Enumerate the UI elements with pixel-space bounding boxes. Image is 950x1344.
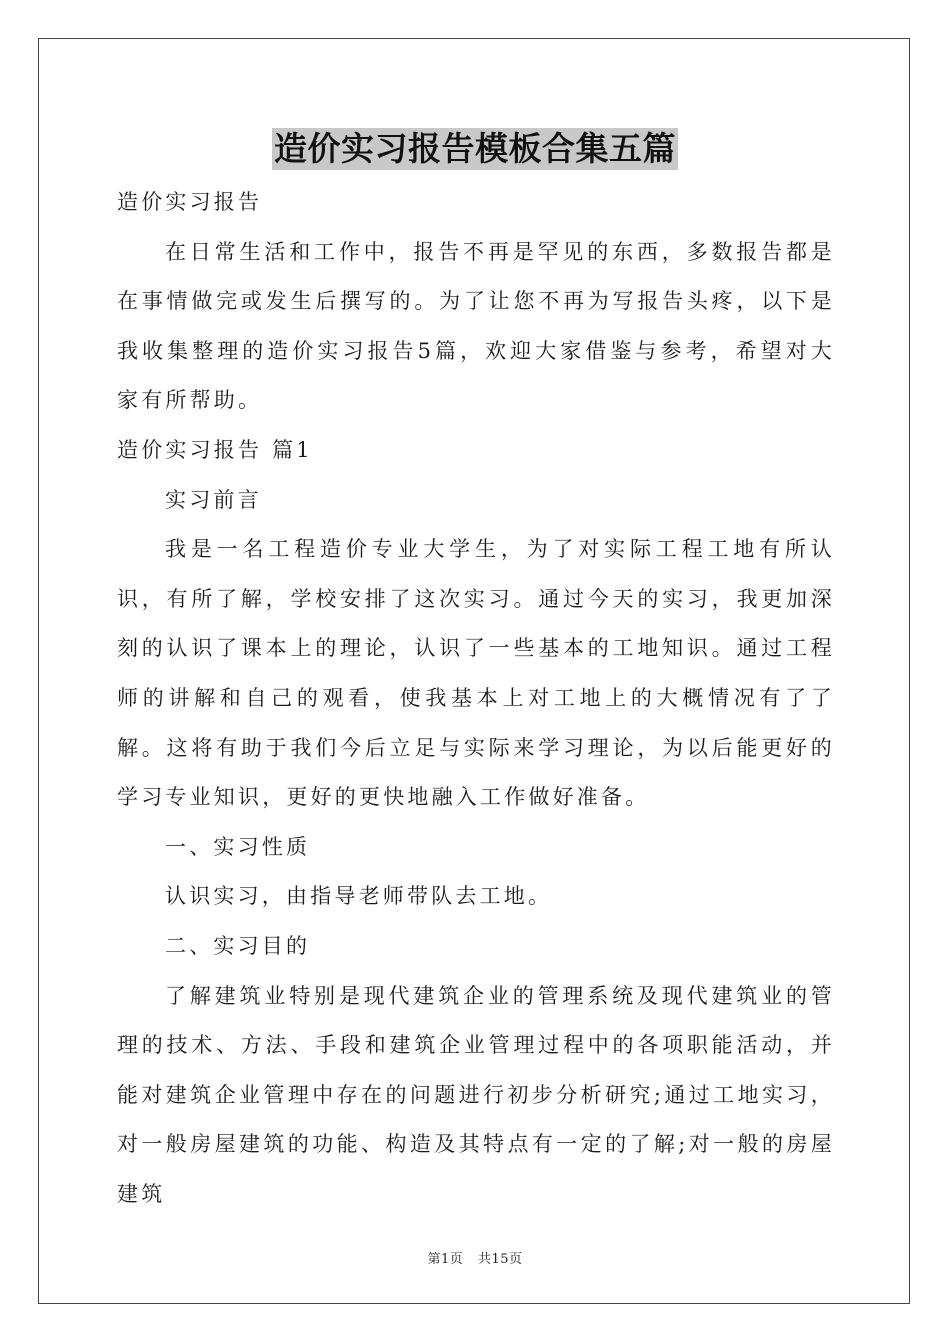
purpose-paragraph: 了解建筑业特别是现代建筑企业的管理系统及现代建筑业的管理的技术、方法、手段和建筑企业管理过程中的各项职能活动，并能对建筑企业管理中存在的问题进行初步分析研究;通过工地实习，对一般房屋建筑的功能、构造及其特点有一定的了解;对一般的房屋建筑: [117, 983, 835, 1206]
page-number: 第1页: [427, 1252, 464, 1267]
intro-paragraph: 在日常生活和工作中，报告不再是罕见的东西，多数报告都是在事情做完或发生后撰写的。为了让您不再为写报告头疼，以下是我收集整理的造价实习报告5篇，欢迎大家借鉴与参考，希望对大家有所帮助。: [117, 239, 835, 413]
nature-paragraph: 认识实习，由指导老师带队去工地。: [165, 884, 553, 909]
page-total: 共15页: [477, 1252, 523, 1267]
subheading-preface: 实习前言: [165, 487, 262, 512]
document-title: 造价实习报告模板合集五篇: [274, 129, 676, 168]
page-footer: [0, 1248, 950, 1267]
title-container: [0, 128, 950, 170]
section-heading-part1: 造价实习报告 篇1: [117, 437, 313, 462]
section-heading: 造价实习报告: [117, 190, 263, 214]
subheading-purpose: 二、实习目的: [165, 933, 311, 958]
document-body: [117, 178, 835, 1219]
subheading-nature: 一、实习性质: [165, 834, 311, 859]
preface-paragraph: 我是一名工程造价专业大学生，为了对实际工程工地有所认识，有所了解，学校安排了这次实习。通过今天的实习，我更加深刻的认识了课本上的理论，认识了一些基本的工地知识。通过工程师的讲解和自己的观看，使我基本上对工地上的大概情况有了了解。这将有助于我们今后立足与实际来学习理论，为以后能更好的学习专业知识，更好的更快地融入工作做好准备。: [117, 537, 835, 810]
